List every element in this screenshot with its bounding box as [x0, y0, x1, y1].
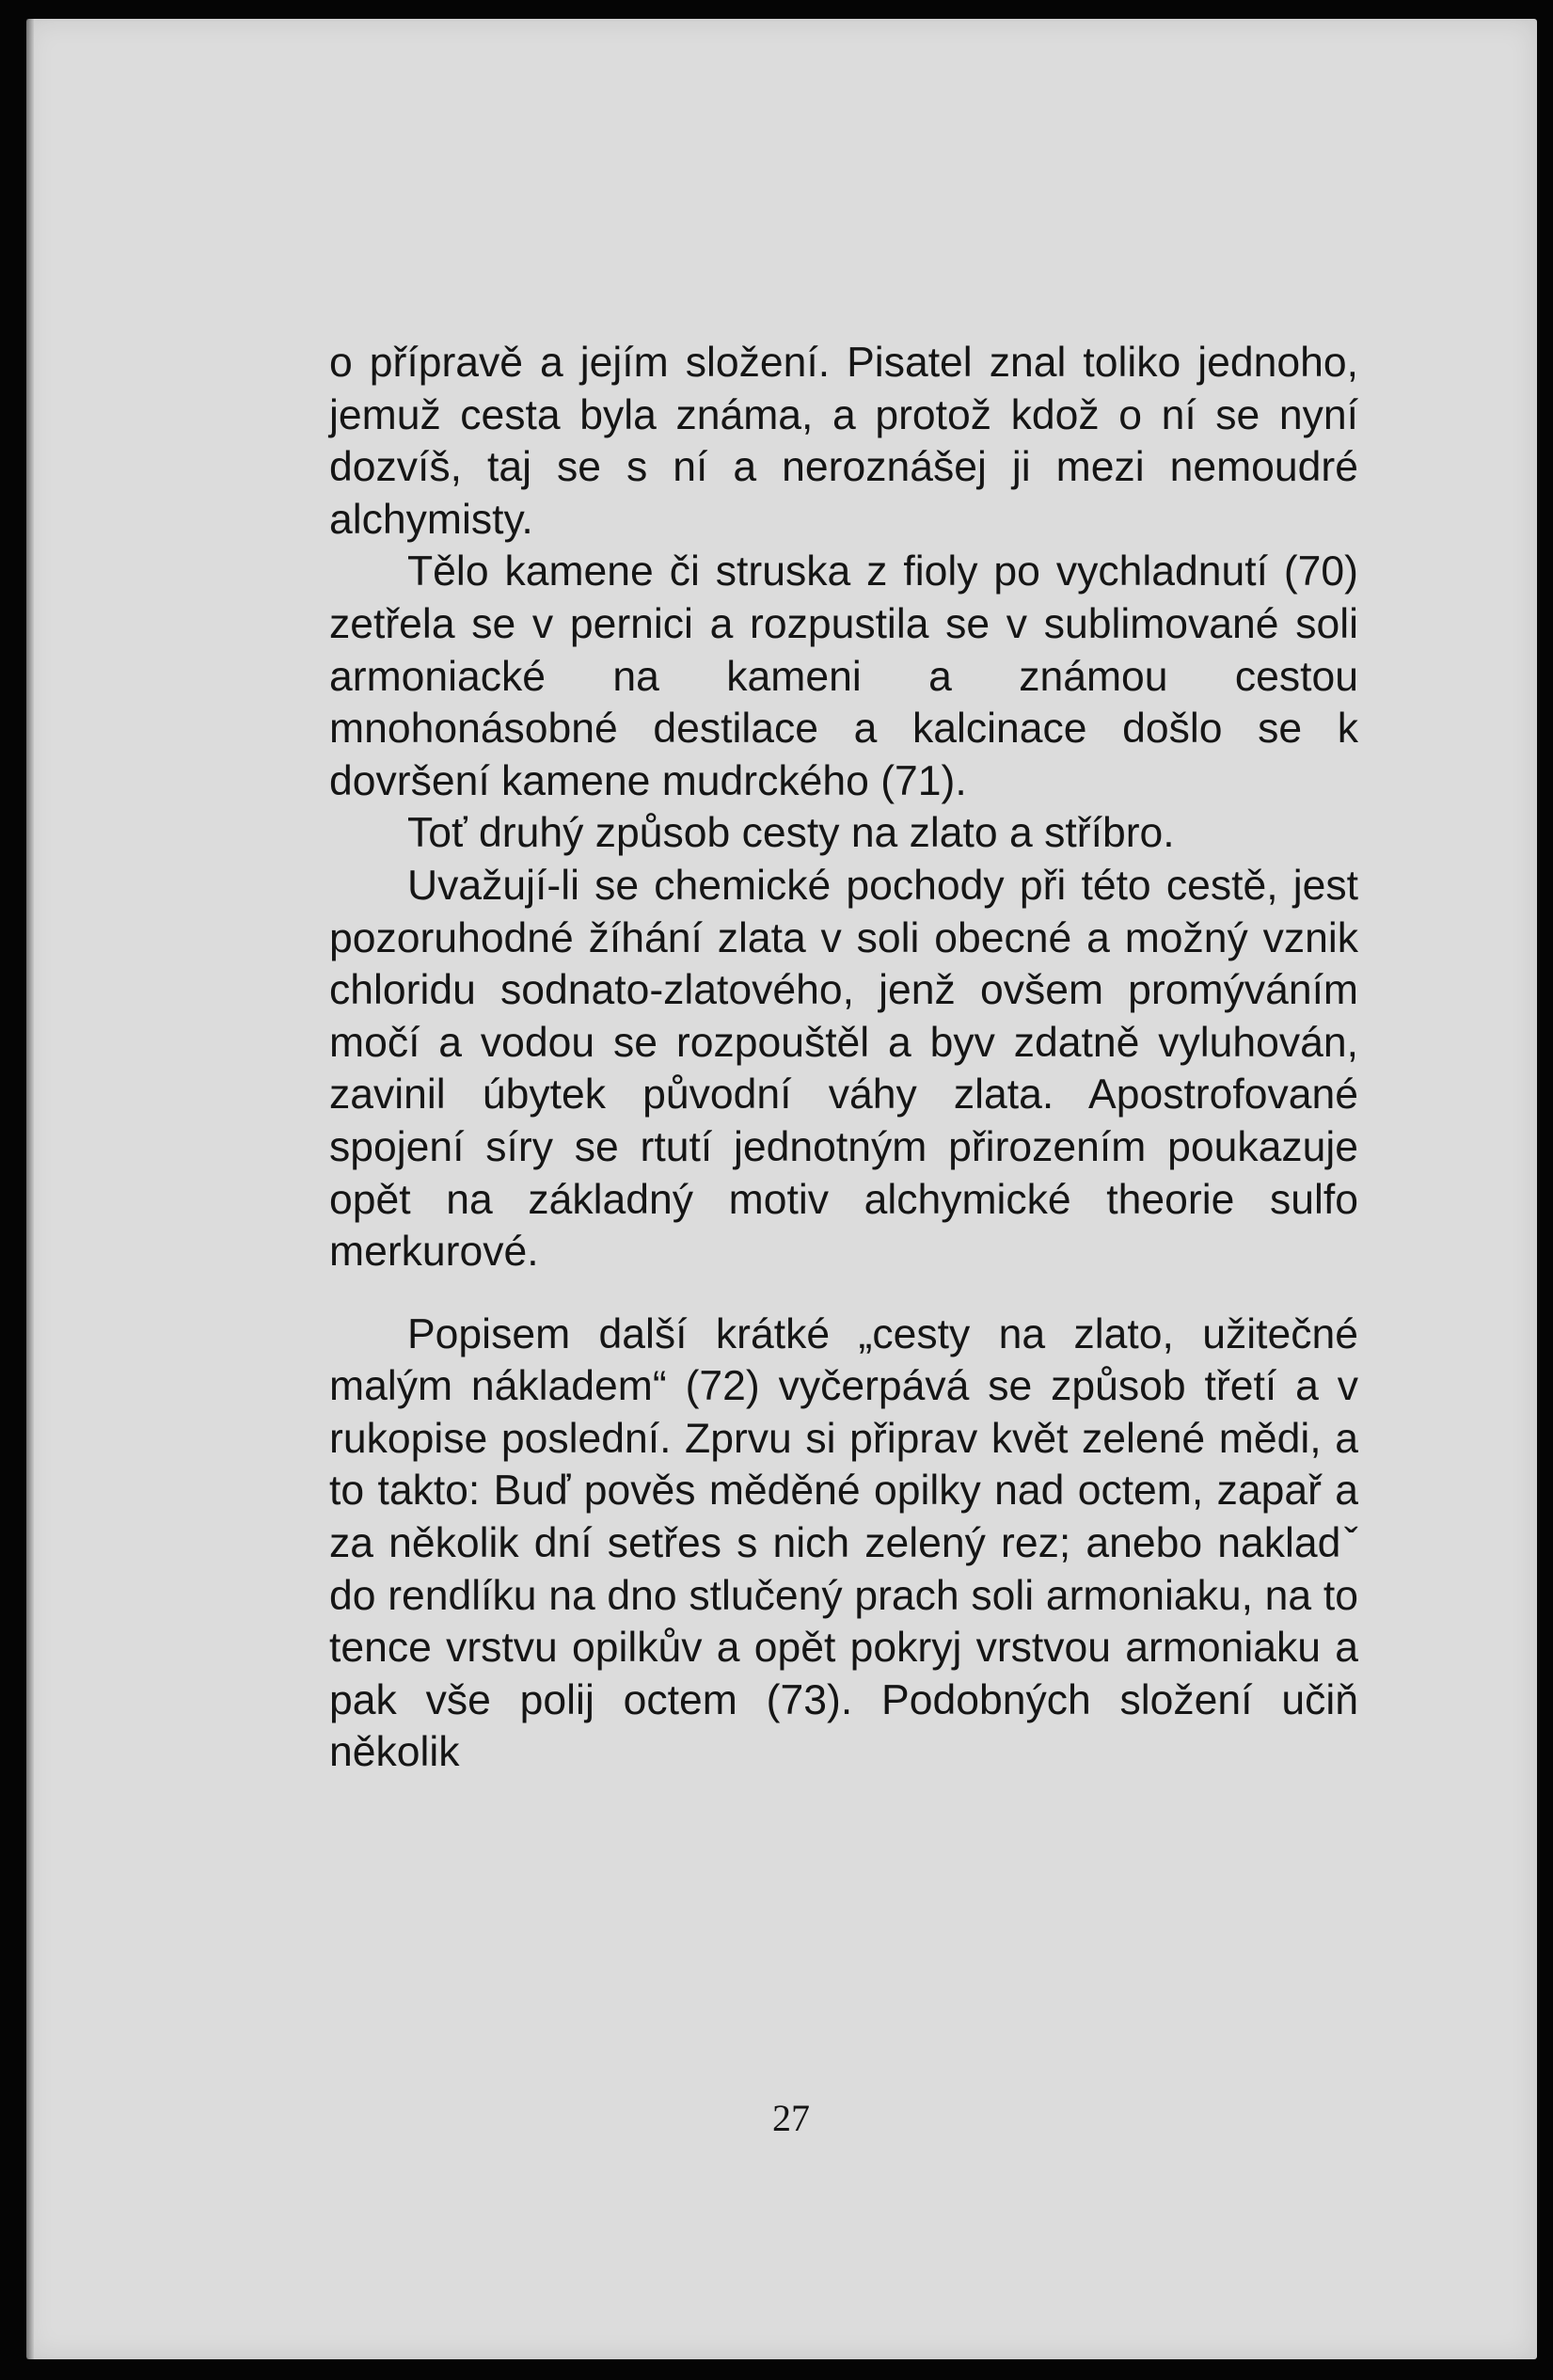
paragraph-5: Popisem další krátké „cesty na zlato, užitečné malým nákladem“ (72) vyčerpává se způsob třetí a v rukopise poslední. Zprvu si připrav květ zelené mědi, a to takto: Buď pověs měděné opilky nad octem, zapař a za několik dní setřes s nich zelený rez; anebo nakladˇ do rendlíku na dno stlučený prach soli armoniaku, na to tence vrstvu opilkův a opět pokryj vrstvou armoniaku a pak vše polij octem (73). Podobných složení učiň několik — [329, 1310, 1358, 1776]
book-page — [26, 19, 1537, 2359]
paragraph-4: Uvažují-li se chemické pochody při této cestě, jest pozoruhodné žíhání zlata v soli obecné a možný vznik chloridu sodnato-zlatového, jenž ovšem promýváním močí a vodou se rozpouštěl a byv zdatně vyluhován, zavinil úbytek původní váhy zlata. Apostrofované spojení síry se rtutí jednotným přirozením poukazuje opět na základný motiv alchymické theorie sulfo merkurové. — [329, 862, 1358, 1276]
body-text — [329, 337, 1358, 1779]
page-number: 27 — [772, 2097, 810, 2139]
paragraph-2: Tělo kamene či struska z fioly po vychladnutí (70) zetřela se v pernici a rozpustila se v sublimované soli armoniacké na kameni a známou cestou mnohonásobné destilace a kalcinace došlo se k dovršení kamene mudrckého (71). — [329, 548, 1358, 804]
paragraph-1: o přípravě a jejím složení. Pisatel znal toliko jednoho, jemuž cesta byla známa, a protož kdož o ní se nyní dozvíš, taj se s ní a neroznášej ji mezi nemoudré alchymisty. — [329, 340, 1358, 543]
paragraph-3: Toť druhý způsob cesty na zlato a stříbro. — [407, 810, 1175, 857]
page-binding-edge — [26, 19, 34, 2359]
